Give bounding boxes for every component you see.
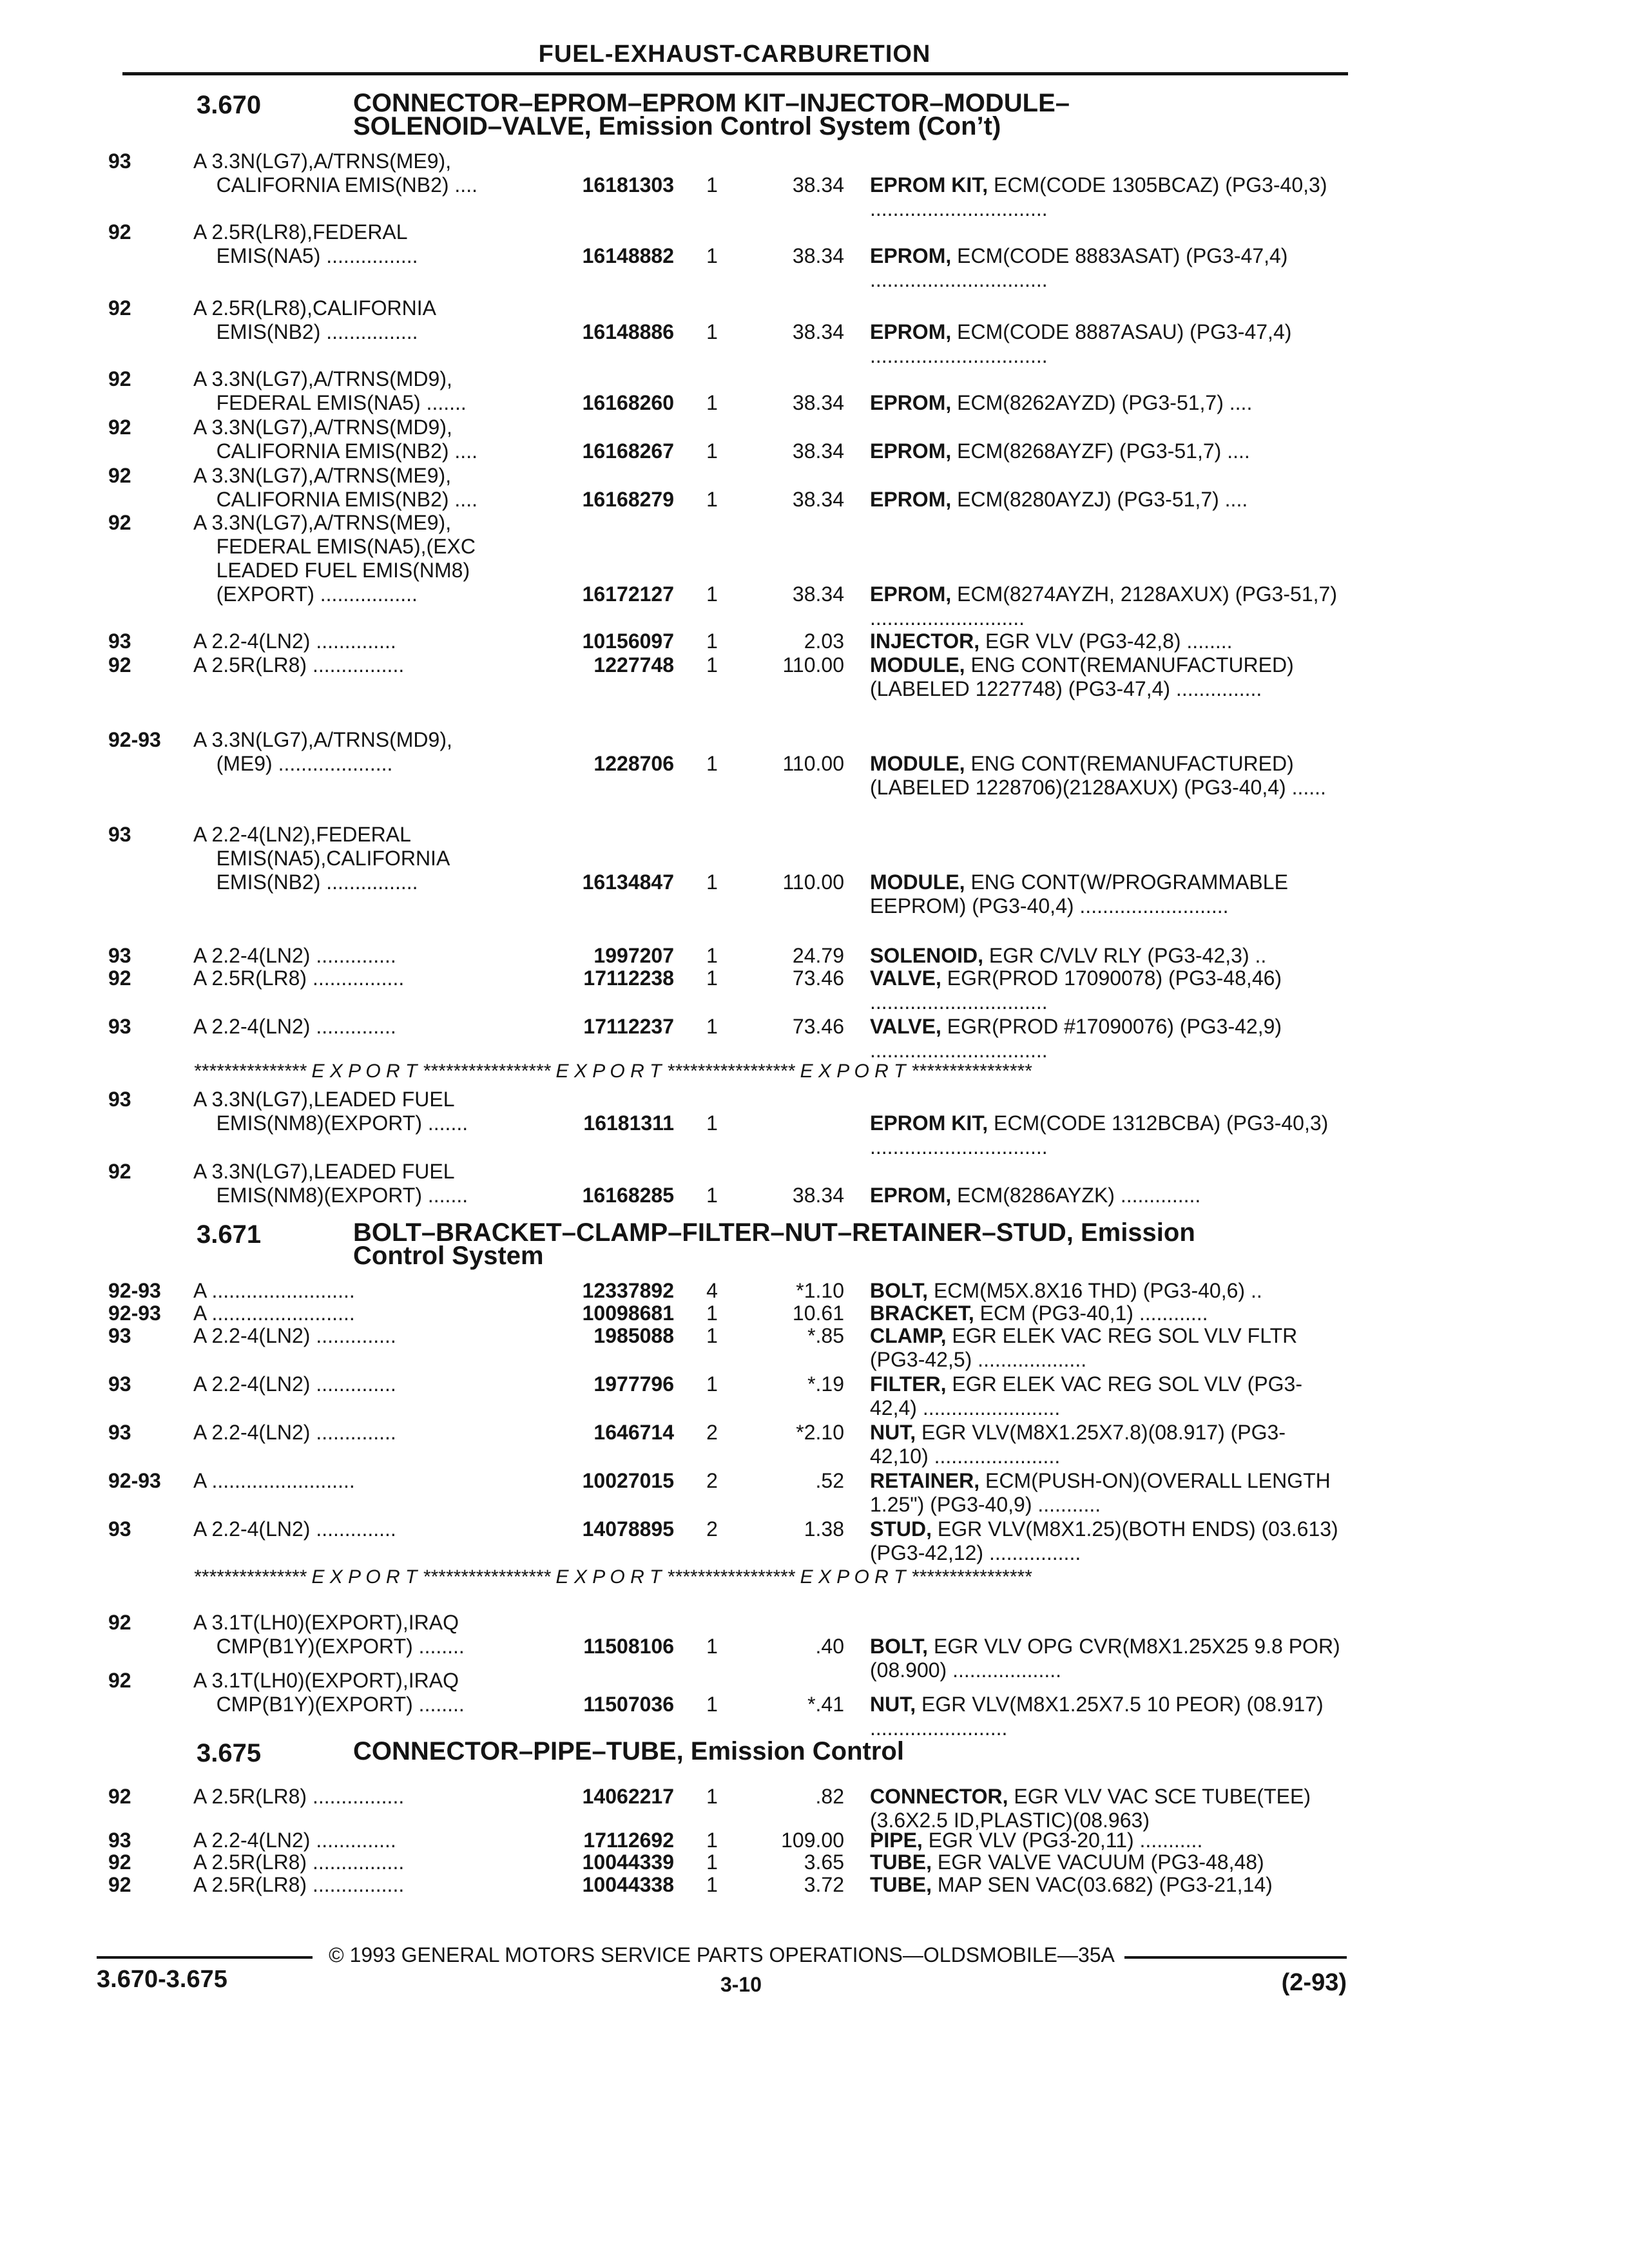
quantity: 1 [706, 582, 718, 606]
part-detail: EGR VLV(M8X1.25)(BOTH ENDS) (03.613) (PG3-42,12) ................ [870, 1517, 1338, 1564]
part-description [870, 944, 1344, 968]
part-number: 11508106 [583, 1635, 674, 1658]
part-detail: ECM(CODE 8883ASAT) (PG3-47,4) ............................... [870, 244, 1288, 291]
application: A 3.3N(LG7),A/TRNS(MD9), FEDERAL EMIS(NA5) ....... [193, 367, 467, 414]
part-detail: EGR ELEK VAC REG SOL VLV FLTR (PG3-42,5) ................... [870, 1324, 1298, 1371]
price: .82 [815, 1785, 844, 1808]
model-year: 92 [108, 511, 131, 534]
quantity: 1 [706, 1111, 718, 1135]
part-detail: ECM(8286AYZK) .............. [951, 1184, 1201, 1207]
part-number: 10044339 [582, 1850, 674, 1874]
model-year: 92 [108, 1873, 131, 1896]
part-detail: ECM(8262AYZD) (PG3-51,7) .... [951, 391, 1253, 414]
application: A 2.2-4(LN2) .............. [193, 1517, 396, 1541]
application: A 2.2-4(LN2),FEDERAL EMIS(NA5),CALIFORNIA EMIS(NB2) ................ [193, 823, 450, 894]
section-title-line1: BOLT–BRACKET–CLAMP–FILTER–NUT–RETAINER–STUD, Emission [353, 1218, 1195, 1247]
part-number: 16168260 [582, 391, 674, 414]
header-rule [122, 72, 1348, 75]
price: 38.34 [792, 320, 844, 343]
application: A 2.5R(LR8) ................ [193, 1850, 405, 1874]
part-name: MODULE, [870, 653, 965, 677]
part-name: VALVE, [870, 1015, 941, 1038]
part-name: CONNECTOR, [870, 1785, 1008, 1808]
part-number: 11507036 [583, 1693, 674, 1716]
part-number: 14062217 [582, 1785, 674, 1808]
model-year: 92-93 [108, 1279, 161, 1302]
footer-rule-left [97, 1956, 313, 1959]
part-detail: ECM (PG3-40,1) ............ [974, 1302, 1208, 1325]
section-number: 3.675 [197, 1739, 262, 1767]
section-title [353, 1218, 1345, 1270]
part-detail: EGR VLV(M8X1.25X7.8)(08.917) (PG3-42,10) ...................... [870, 1421, 1286, 1468]
price: *.41 [807, 1693, 844, 1716]
quantity: 1 [706, 1324, 718, 1347]
footer-date: (2-93) [1281, 1969, 1347, 1996]
part-detail: ENG CONT(REMANUFACTURED)(LABELED 1227748) (PG3-47,4) ............... [870, 653, 1294, 700]
part-description [870, 1517, 1344, 1565]
model-year: 93 [108, 1421, 131, 1444]
price: 73.46 [792, 966, 844, 990]
quantity: 1 [706, 244, 718, 267]
model-year: 93 [108, 1372, 131, 1396]
quantity: 1 [706, 1785, 718, 1808]
application: A 2.5R(LR8) ................ [193, 1785, 405, 1808]
application: A 2.2-4(LN2) .............. [193, 1421, 396, 1444]
part-description [870, 870, 1344, 918]
price: 10.61 [792, 1302, 844, 1325]
export-divider: *************** E X P O R T ***************** E X P O R T ***************** E X P O R T **************** [193, 1566, 1032, 1588]
section-title-line1: CONNECTOR–PIPE–TUBE, Emission Control [353, 1737, 904, 1765]
part-name: NUT, [870, 1421, 916, 1444]
part-number: 17112692 [583, 1829, 674, 1852]
model-year: 92-93 [108, 728, 161, 751]
part-description [870, 1015, 1344, 1062]
price: 1.38 [804, 1517, 844, 1541]
part-name: TUBE, [870, 1850, 932, 1874]
part-number: 16168267 [582, 439, 674, 463]
part-description [870, 320, 1344, 368]
quantity: 2 [706, 1517, 718, 1541]
price: .52 [815, 1469, 844, 1492]
quantity: 1 [706, 173, 718, 197]
part-number: 10027015 [582, 1469, 674, 1492]
price: *2.10 [796, 1421, 844, 1444]
price: 3.72 [804, 1873, 844, 1896]
part-name: TUBE, [870, 1873, 932, 1896]
part-detail: EGR(PROD #17090076) (PG3-42,9) ............................... [870, 1015, 1282, 1062]
part-name: EPROM KIT, [870, 1111, 988, 1135]
part-number: 17112238 [583, 966, 674, 990]
part-detail: EGR VLV VAC SCE TUBE(TEE)(3.6X2.5 ID,PLASTIC)(08.963) [870, 1785, 1311, 1832]
application: A 2.5R(LR8),FEDERAL EMIS(NA5) ................ [193, 220, 418, 267]
part-description [870, 1302, 1344, 1325]
application: A 2.5R(LR8) ................ [193, 653, 405, 677]
application: A ......................... [193, 1279, 355, 1302]
part-number: 16148886 [582, 320, 674, 343]
quantity: 1 [706, 488, 718, 511]
quantity: 1 [706, 1015, 718, 1038]
application: A 2.5R(LR8) ................ [193, 966, 405, 990]
quantity: 1 [706, 870, 718, 894]
quantity: 1 [706, 966, 718, 990]
part-description [870, 1785, 1344, 1832]
quantity: 1 [706, 1302, 718, 1325]
part-name: MODULE, [870, 870, 965, 894]
model-year: 93 [108, 823, 131, 846]
quantity: 1 [706, 391, 718, 414]
part-description [870, 1873, 1344, 1897]
application: A ......................... [193, 1302, 355, 1325]
part-detail: EGR VLV OPG CVR(M8X1.25X25 9.8 POR)(08.900) ................... [870, 1635, 1340, 1682]
application: A 3.3N(LG7),A/TRNS(ME9), FEDERAL EMIS(NA5),(EXC LEADED FUEL EMIS(NM8) (EXPORT) ................. [193, 511, 476, 606]
part-detail: ECM(M5X.8X16 THD) (PG3-40,6) .. [928, 1279, 1262, 1302]
quantity: 1 [706, 1829, 718, 1852]
part-number: 1228706 [593, 752, 674, 775]
part-name: SOLENOID, [870, 944, 984, 967]
application: A 2.2-4(LN2) .............. [193, 1015, 396, 1038]
part-description [870, 1850, 1344, 1874]
part-number: 16168285 [582, 1184, 674, 1207]
part-name: EPROM KIT, [870, 173, 988, 197]
part-detail: ECM(PUSH-ON)(OVERALL LENGTH 1.25") (PG3-40,9) ........... [870, 1469, 1331, 1516]
part-description [870, 1635, 1344, 1682]
part-description [870, 1829, 1344, 1852]
application: A 2.5R(LR8),CALIFORNIA EMIS(NB2) ................ [193, 296, 436, 343]
application: A 3.1T(LH0)(EXPORT),IRAQ CMP(B1Y)(EXPORT) ........ [193, 1611, 465, 1658]
price: 73.46 [792, 1015, 844, 1038]
model-year: 93 [108, 1088, 131, 1111]
part-detail: ENG CONT(W/PROGRAMMABLE EEPROM) (PG3-40,4) .......................... [870, 870, 1288, 918]
section-title [353, 91, 1345, 138]
part-number: 16172127 [582, 582, 674, 606]
part-name: FILTER, [870, 1372, 947, 1396]
part-number: 1646714 [593, 1421, 674, 1444]
part-detail: ECM(8268AYZF) (PG3-51,7) .... [951, 439, 1250, 463]
part-number: 1227748 [593, 653, 674, 677]
model-year: 92 [108, 220, 131, 244]
part-description [870, 1111, 1344, 1159]
part-number: 10098681 [582, 1302, 674, 1325]
price: *1.10 [796, 1279, 844, 1302]
part-detail: EGR VLV (PG3-20,11) ........... [922, 1829, 1203, 1852]
export-divider: *************** E X P O R T ***************** E X P O R T ***************** E X P O R T **************** [193, 1061, 1032, 1082]
application: A ......................... [193, 1469, 355, 1492]
part-number: 16148882 [582, 244, 674, 267]
part-detail: EGR C/VLV RLY (PG3-42,3) .. [983, 944, 1267, 967]
part-description [870, 1372, 1344, 1420]
part-name: NUT, [870, 1693, 916, 1716]
price: 110.00 [782, 653, 844, 677]
application: A 2.2-4(LN2) .............. [193, 1829, 396, 1852]
application: A 3.3N(LG7),A/TRNS(ME9), CALIFORNIA EMIS(NB2) .... [193, 149, 477, 197]
model-year: 92 [108, 367, 131, 390]
model-year: 92 [108, 1160, 131, 1183]
price: 24.79 [792, 944, 844, 967]
price: 110.00 [782, 870, 844, 894]
part-name: PIPE, [870, 1829, 923, 1852]
part-description [870, 752, 1344, 800]
model-year: 92 [108, 464, 131, 487]
part-name: EPROM, [870, 391, 952, 414]
part-name: MODULE, [870, 752, 965, 775]
application: A 3.3N(LG7),A/TRNS(MD9), CALIFORNIA EMIS(NB2) .... [193, 416, 477, 463]
price: 38.34 [792, 488, 844, 511]
part-description [870, 1184, 1344, 1207]
part-detail: ECM(8280AYZJ) (PG3-51,7) .... [951, 488, 1248, 511]
quantity: 1 [706, 629, 718, 653]
part-detail: EGR ELEK VAC REG SOL VLV (PG3-42,4) ........................ [870, 1372, 1302, 1419]
model-year: 92-93 [108, 1302, 161, 1325]
part-description [870, 244, 1344, 292]
part-name: EPROM, [870, 1184, 952, 1207]
part-detail: EGR VLV(M8X1.25X7.5 10 PEOR) (08.917) ........................ [870, 1693, 1324, 1740]
part-detail: ECM(8274AYZH, 2128AXUX) (PG3-51,7) ........................... [870, 582, 1337, 629]
section-number: 3.671 [197, 1220, 262, 1249]
model-year: 92 [108, 653, 131, 677]
price: 38.34 [792, 173, 844, 197]
part-detail: MAP SEN VAC(03.682) (PG3-21,14) [932, 1873, 1273, 1896]
quantity: 1 [706, 653, 718, 677]
application: A 2.2-4(LN2) .............. [193, 944, 396, 967]
quantity: 2 [706, 1421, 718, 1444]
part-name: EPROM, [870, 439, 952, 463]
part-description [870, 391, 1344, 415]
part-description [870, 582, 1344, 630]
model-year: 93 [108, 1324, 131, 1347]
model-year: 92 [108, 296, 131, 320]
part-number: 16168279 [582, 488, 674, 511]
part-name: EPROM, [870, 244, 952, 267]
model-year: 93 [108, 149, 131, 173]
application: A 3.3N(LG7),LEADED FUEL EMIS(NM8)(EXPORT) ....... [193, 1088, 468, 1135]
application: A 3.3N(LG7),A/TRNS(ME9), CALIFORNIA EMIS(NB2) .... [193, 464, 477, 511]
part-name: VALVE, [870, 966, 941, 990]
part-description [870, 1324, 1344, 1372]
part-description [870, 439, 1344, 463]
part-number: 10044338 [582, 1873, 674, 1896]
page-header: FUEL-EXHAUST-CARBURETION [538, 41, 931, 68]
model-year: 92 [108, 1850, 131, 1874]
model-year: 92 [108, 1611, 131, 1634]
quantity: 1 [706, 1850, 718, 1874]
part-number: 16181311 [583, 1111, 674, 1135]
section-title-line1: CONNECTOR–EPROM–EPROM KIT–INJECTOR–MODULE– [353, 89, 1070, 117]
application: A 3.3N(LG7),A/TRNS(MD9), (ME9) .................... [193, 728, 452, 775]
price: 38.34 [792, 582, 844, 606]
part-number: 1985088 [593, 1324, 674, 1347]
price: 110.00 [782, 752, 844, 775]
model-year: 93 [108, 1015, 131, 1038]
part-number: 16134847 [582, 870, 674, 894]
model-year: 92-93 [108, 1469, 161, 1492]
price: 38.34 [792, 391, 844, 414]
model-year: 92 [108, 416, 131, 439]
part-detail: ECM(CODE 8887ASAU) (PG3-47,4) ............................... [870, 320, 1292, 367]
application: A 3.1T(LH0)(EXPORT),IRAQ CMP(B1Y)(EXPORT) ........ [193, 1669, 465, 1716]
part-description [870, 629, 1344, 653]
model-year: 93 [108, 629, 131, 653]
part-name: EPROM, [870, 582, 952, 606]
quantity: 2 [706, 1469, 718, 1492]
footer-rule-right [1124, 1956, 1347, 1959]
application: A 2.5R(LR8) ................ [193, 1873, 405, 1896]
model-year: 93 [108, 1829, 131, 1852]
part-detail: ECM(CODE 1305BCAZ) (PG3-40,3) ............................... [870, 173, 1327, 220]
part-name: EPROM, [870, 320, 952, 343]
quantity: 1 [706, 944, 718, 967]
part-detail: EGR VALVE VACUUM (PG3-48,48) [932, 1850, 1264, 1874]
price: 3.65 [804, 1850, 844, 1874]
footer-section-range: 3.670-3.675 [97, 1966, 227, 1993]
model-year: 93 [108, 944, 131, 967]
price: 2.03 [804, 629, 844, 653]
quantity: 1 [706, 1873, 718, 1896]
section-title-line2: SOLENOID–VALVE, Emission Control System (Con’t) [353, 112, 1001, 140]
part-number: 1997207 [593, 944, 674, 967]
part-detail: EGR VLV (PG3-42,8) ........ [979, 629, 1233, 653]
part-number: 16181303 [582, 173, 674, 197]
part-description [870, 173, 1344, 221]
quantity: 1 [706, 752, 718, 775]
part-number: 10156097 [582, 629, 674, 653]
part-number: 12337892 [582, 1279, 674, 1302]
price: *.19 [807, 1372, 844, 1396]
footer-copyright: © 1993 GENERAL MOTORS SERVICE PARTS OPERATIONS—OLDSMOBILE—35A [329, 1943, 1115, 1966]
application: A 2.2-4(LN2) .............. [193, 1324, 396, 1347]
part-name: BRACKET, [870, 1302, 974, 1325]
price: 38.34 [792, 439, 844, 463]
section-number: 3.670 [197, 91, 262, 119]
price: .40 [815, 1635, 844, 1658]
price: 38.34 [792, 1184, 844, 1207]
part-description [870, 1693, 1344, 1740]
part-number: 17112237 [583, 1015, 674, 1038]
model-year: 92 [108, 1785, 131, 1808]
part-name: STUD, [870, 1517, 932, 1541]
price: 38.34 [792, 244, 844, 267]
model-year: 92 [108, 1669, 131, 1692]
part-name: BOLT, [870, 1279, 929, 1302]
part-detail: EGR(PROD 17090078) (PG3-48,46) ............................... [870, 966, 1282, 1014]
application: A 2.2-4(LN2) .............. [193, 1372, 396, 1396]
part-name: BOLT, [870, 1635, 929, 1658]
part-number: 1977796 [593, 1372, 674, 1396]
part-name: RETAINER, [870, 1469, 980, 1492]
quantity: 1 [706, 1372, 718, 1396]
model-year: 92 [108, 966, 131, 990]
quantity: 1 [706, 1693, 718, 1716]
footer-page-number: 3-10 [720, 1973, 762, 1996]
price: *.85 [807, 1324, 844, 1347]
part-name: INJECTOR, [870, 629, 980, 653]
quantity: 1 [706, 1635, 718, 1658]
part-description [870, 1469, 1344, 1517]
part-description [870, 1279, 1344, 1303]
part-description [870, 653, 1344, 701]
part-description [870, 488, 1344, 512]
application: A 2.2-4(LN2) .............. [193, 629, 396, 653]
section-title [353, 1737, 1345, 1765]
price: 109.00 [781, 1829, 844, 1852]
part-number: 14078895 [582, 1517, 674, 1541]
part-description [870, 966, 1344, 1014]
quantity: 4 [706, 1279, 718, 1302]
part-detail: ECM(CODE 1312BCBA) (PG3-40,3) ............................... [870, 1111, 1329, 1158]
model-year: 93 [108, 1517, 131, 1541]
quantity: 1 [706, 439, 718, 463]
section-title-line2: Control System [353, 1242, 544, 1270]
part-name: EPROM, [870, 488, 952, 511]
part-description [870, 1421, 1344, 1468]
quantity: 1 [706, 1184, 718, 1207]
quantity: 1 [706, 320, 718, 343]
application: A 3.3N(LG7),LEADED FUEL EMIS(NM8)(EXPORT) ....... [193, 1160, 468, 1207]
part-detail: ENG CONT(REMANUFACTURED)(LABELED 1228706)(2128AXUX) (PG3-40,4) ...... [870, 752, 1326, 799]
part-name: CLAMP, [870, 1324, 947, 1347]
